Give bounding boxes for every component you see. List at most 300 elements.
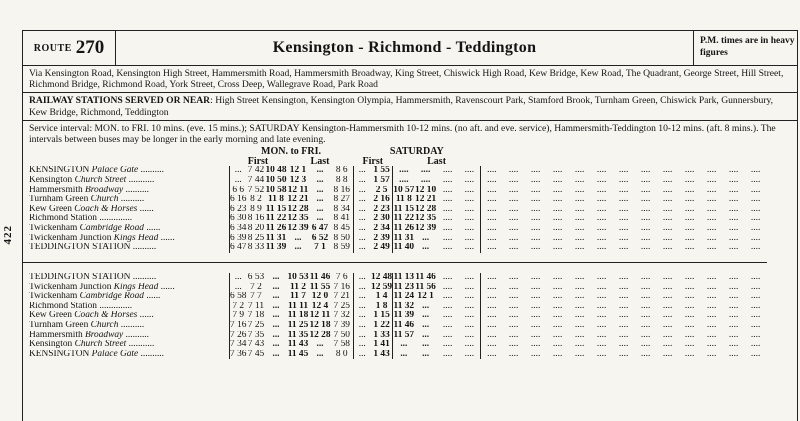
time-cell: .... bbox=[684, 185, 695, 195]
time-cell: .... bbox=[706, 214, 717, 224]
leader-dots: ...... bbox=[160, 233, 175, 243]
stop-label: TEDDINGTON STATION bbox=[29, 243, 131, 253]
time-cell: .... bbox=[530, 340, 541, 350]
time-cell: .... bbox=[530, 166, 541, 176]
time-cell: 11 22 bbox=[265, 214, 287, 224]
time-cell: .... bbox=[684, 311, 695, 321]
time-cell: .... bbox=[596, 223, 607, 233]
time-cell: 7 6 bbox=[335, 272, 348, 282]
stop-label: Twickenham bbox=[29, 223, 78, 233]
time-cell: .... bbox=[728, 272, 739, 282]
time-cell: 7 58 bbox=[333, 340, 350, 350]
time-cell: .... bbox=[508, 301, 519, 311]
time-cell: .... bbox=[574, 185, 585, 195]
table-row bbox=[23, 350, 767, 360]
time-cell: .... bbox=[464, 292, 475, 302]
pm-note: P.M. times are in heavy figures bbox=[693, 31, 797, 65]
time-cell: 8 50 bbox=[333, 233, 350, 243]
time-cell: .... bbox=[618, 243, 629, 253]
time-cell: .... bbox=[552, 282, 563, 292]
time-cell: .... bbox=[640, 223, 651, 233]
service-interval: Service interval: MON. to FRI. 10 mins. (eve. 15 mins.); SATURDAY Kensington-Hammersmith 10-12 mins. (no aft. and eve. service), Hammersmith-Teddington 10-12 mins. (aft. 8 mins.). The intervals between buses may be longer in the early morning and late evening. bbox=[29, 122, 776, 146]
blank-cell bbox=[591, 157, 613, 167]
time-cell: .... bbox=[442, 204, 453, 214]
time-cell: .... bbox=[706, 301, 717, 311]
time-cell: .... bbox=[684, 292, 695, 302]
time-cell: .... bbox=[481, 214, 503, 224]
blank-cell bbox=[481, 157, 503, 167]
time-cell: 11 11 bbox=[287, 301, 309, 311]
blank-cell bbox=[723, 157, 745, 167]
time-cell: .... bbox=[662, 166, 673, 176]
time-cell: .... bbox=[640, 214, 651, 224]
table-row bbox=[23, 302, 767, 312]
table-row bbox=[23, 243, 767, 253]
time-cell: 2 5 bbox=[375, 185, 388, 195]
stop-label: Richmond Station bbox=[29, 214, 97, 224]
time-cell: 8 6 bbox=[335, 166, 348, 176]
time-cell: ... bbox=[294, 243, 302, 253]
time-cell: .... bbox=[442, 272, 453, 282]
time-cell: .... bbox=[706, 243, 717, 253]
time-cell: .... bbox=[508, 292, 519, 302]
time-cell: 8 2 bbox=[250, 195, 262, 205]
time-cell: .... bbox=[574, 176, 585, 185]
time-cell: .... bbox=[728, 176, 739, 185]
time-cell: 11 56 bbox=[415, 282, 436, 292]
time-cell: .... bbox=[574, 292, 585, 302]
time-cell: .... bbox=[640, 320, 651, 330]
time-cell: .... bbox=[530, 204, 541, 214]
column-group-header bbox=[23, 147, 767, 157]
time-cell: 7 52 bbox=[247, 185, 265, 195]
time-cell: .... bbox=[508, 282, 519, 292]
time-cell: .... bbox=[574, 233, 585, 243]
time-cell: 11 2 bbox=[290, 282, 306, 292]
time-cell: .... bbox=[552, 292, 563, 302]
time-cell: .... bbox=[728, 320, 739, 330]
stop-sublabel: Palace Gate bbox=[91, 166, 139, 176]
time-cell: 7 11 bbox=[247, 301, 265, 311]
time-cell: 10 53 bbox=[287, 272, 309, 282]
time-cell: .... bbox=[684, 320, 695, 330]
blank-cell bbox=[657, 147, 679, 157]
stop-label: Hammersmith bbox=[29, 185, 83, 195]
time-cell: ... bbox=[422, 311, 430, 321]
time-cell: .... bbox=[442, 340, 453, 350]
time-cell: 7 44 bbox=[247, 176, 265, 185]
time-cell: .... bbox=[508, 272, 519, 282]
time-cell: .... bbox=[574, 349, 585, 359]
stop-label: KENSINGTON bbox=[29, 349, 90, 359]
time-cell: .... bbox=[684, 223, 695, 233]
time-cell: .... bbox=[618, 166, 629, 176]
time-cell: .... bbox=[640, 330, 651, 340]
divider-cell bbox=[23, 253, 767, 263]
stop-name bbox=[23, 350, 229, 360]
time-cell: .... bbox=[750, 185, 761, 195]
stop-label: Turnham Green bbox=[29, 320, 89, 330]
stop-name bbox=[23, 234, 229, 244]
time-cell: .... bbox=[618, 223, 629, 233]
stop-name bbox=[23, 166, 229, 176]
stop-sublabel: Cambridge Road bbox=[79, 223, 144, 233]
time-cell: .... bbox=[618, 185, 629, 195]
time-cell: .... bbox=[750, 176, 761, 185]
time-cell: 1 43 bbox=[373, 349, 390, 359]
divider-gap bbox=[23, 263, 767, 273]
time-cell: ... bbox=[353, 273, 371, 283]
time-cell: .... bbox=[508, 166, 519, 176]
stop-name bbox=[23, 302, 229, 312]
time-cell: .... bbox=[481, 283, 503, 293]
leader-dots: ...... bbox=[160, 282, 175, 292]
time-cell: 6 16 bbox=[230, 195, 247, 205]
time-cell: .... bbox=[481, 311, 503, 321]
time-cell: .... bbox=[728, 282, 739, 292]
time-cell: .... bbox=[481, 176, 503, 186]
time-cell: .... bbox=[574, 195, 585, 205]
time-cell: 8 45 bbox=[333, 223, 350, 233]
stop-name bbox=[23, 273, 229, 283]
time-cell: .... bbox=[481, 321, 503, 331]
time-cell: .... bbox=[706, 223, 717, 233]
time-cell: .... bbox=[684, 214, 695, 224]
stop-sublabel: Coach & Horses bbox=[74, 204, 138, 214]
time-cell: .... bbox=[706, 320, 717, 330]
leader-dots: .............. bbox=[99, 301, 133, 311]
blank-cell bbox=[679, 147, 701, 157]
time-cell: 8 20 bbox=[247, 223, 265, 233]
stop-label: Richmond Station bbox=[29, 301, 97, 311]
time-cell: .... bbox=[618, 320, 629, 330]
route-title: Kensington - Richmond - Teddington bbox=[272, 39, 537, 56]
time-cell: 2 39 bbox=[373, 233, 390, 243]
time-cell: .... bbox=[508, 204, 519, 214]
blank-cell bbox=[547, 157, 569, 167]
time-cell: ... bbox=[272, 292, 280, 302]
stop-label: Turnham Green bbox=[29, 195, 89, 205]
table-row bbox=[23, 205, 767, 215]
time-cell: .... bbox=[684, 340, 695, 350]
blank-cell bbox=[679, 157, 701, 167]
time-cell: 12 21 bbox=[415, 195, 437, 205]
leader-dots: .......... bbox=[120, 320, 145, 330]
time-cell: .... bbox=[596, 282, 607, 292]
stop-sublabel: Church bbox=[90, 195, 119, 205]
leader-dots: ........... bbox=[128, 340, 155, 350]
time-cell: .... bbox=[596, 311, 607, 321]
time-cell: .... bbox=[596, 233, 607, 243]
time-cell: .... bbox=[640, 166, 651, 176]
time-cell: 8 59 bbox=[333, 243, 350, 253]
time-cell: .... bbox=[728, 301, 739, 311]
time-cell: 1 41 bbox=[373, 340, 390, 350]
time-cell: .... bbox=[464, 195, 475, 205]
time-cell: 10 58 bbox=[265, 185, 287, 195]
time-cell: .... bbox=[662, 233, 673, 243]
stop-name bbox=[23, 176, 229, 186]
time-cell: .... bbox=[574, 214, 585, 224]
time-cell: 11 25 bbox=[287, 320, 309, 330]
time-cell: ... bbox=[393, 340, 415, 350]
time-cell: .... bbox=[464, 243, 475, 253]
time-cell: .... bbox=[552, 195, 563, 205]
time-cell: .... bbox=[706, 204, 717, 214]
time-cell: .... bbox=[508, 340, 519, 350]
time-cell: .... bbox=[750, 301, 761, 311]
time-cell: .... bbox=[481, 273, 503, 283]
time-cell: .... bbox=[442, 243, 453, 253]
stop-sublabel: Church Street bbox=[74, 176, 127, 185]
time-cell: .... bbox=[393, 176, 415, 186]
time-cell: .... bbox=[662, 204, 673, 214]
time-cell: 11 31 bbox=[265, 233, 287, 243]
time-cell: ... bbox=[422, 320, 430, 330]
time-cell: ... bbox=[353, 340, 371, 350]
time-cell: .... bbox=[750, 233, 761, 243]
time-cell: .... bbox=[508, 195, 519, 205]
time-cell: 11 46 bbox=[393, 320, 415, 330]
time-cell: .... bbox=[618, 176, 629, 185]
railway-label: RAILWAY STATIONS SERVED OR NEAR bbox=[29, 95, 211, 107]
blank-cell bbox=[503, 147, 525, 157]
time-cell: 12 28 bbox=[287, 204, 309, 214]
time-cell: 11 13 bbox=[393, 272, 415, 282]
time-cell: .... bbox=[464, 311, 475, 321]
stop-name bbox=[23, 331, 229, 341]
time-cell: 12 28 bbox=[309, 330, 331, 340]
time-cell: .... bbox=[750, 349, 761, 359]
table-row bbox=[23, 340, 767, 350]
blank-cell bbox=[503, 157, 525, 167]
time-cell: 10 50 bbox=[265, 176, 287, 185]
time-cell: 7 2 bbox=[229, 302, 247, 312]
time-cell: ... bbox=[353, 292, 371, 302]
time-cell: ... bbox=[422, 243, 430, 253]
time-cell: 7 50 bbox=[333, 330, 350, 340]
time-cell: ... bbox=[353, 234, 371, 244]
time-cell: .... bbox=[508, 311, 519, 321]
time-cell: .... bbox=[464, 301, 475, 311]
blank-cell bbox=[569, 147, 591, 157]
time-cell: 7 39 bbox=[333, 320, 350, 330]
time-cell: .... bbox=[706, 330, 717, 340]
time-cell: ... bbox=[229, 176, 247, 186]
time-cell: ... bbox=[422, 301, 430, 311]
time-cell: 12 4 bbox=[311, 301, 329, 311]
route-box bbox=[23, 31, 116, 65]
via-text: Via Kensington Road, Kensington High Street, Hammersmith Road, Hammersmith Broadway, King Street, Chiswick High Road, Kew Bridge, Kew Road, The Quadrant, George Street, Hill Street, Richmond Bridge, Richmond Road, York Street, Cross Deep, Wallegrave Road, Park Road bbox=[23, 66, 797, 93]
time-cell: ... bbox=[353, 176, 371, 186]
time-cell: ... bbox=[229, 283, 247, 293]
time-cell: ... bbox=[422, 340, 430, 350]
time-cell: .... bbox=[481, 205, 503, 215]
table-row bbox=[23, 311, 767, 321]
time-cell: 11 26 bbox=[265, 223, 287, 233]
time-cell: .... bbox=[750, 282, 761, 292]
time-cell: 8 9 bbox=[250, 204, 262, 214]
time-cell: .... bbox=[728, 349, 739, 359]
time-cell: .... bbox=[442, 233, 453, 243]
blank-cell bbox=[591, 147, 613, 157]
blank-cell bbox=[23, 157, 229, 167]
leader-dots: ........... bbox=[128, 176, 155, 185]
time-cell: 8 0 bbox=[335, 349, 348, 359]
timetable-table bbox=[23, 147, 767, 359]
time-cell: 12 35 bbox=[415, 214, 437, 224]
time-cell: ... bbox=[272, 349, 280, 359]
time-cell: 7 1 bbox=[314, 243, 326, 253]
time-cell: 12 11 bbox=[287, 185, 309, 195]
time-cell: .... bbox=[750, 214, 761, 224]
time-cell: .... bbox=[508, 185, 519, 195]
route-number: 270 bbox=[75, 37, 105, 58]
time-cell: .... bbox=[552, 311, 563, 321]
time-cell: .... bbox=[481, 340, 503, 350]
time-cell: 6 39 bbox=[230, 233, 247, 243]
time-cell: .... bbox=[574, 243, 585, 253]
time-cell: .... bbox=[552, 185, 563, 195]
time-cell: .... bbox=[750, 223, 761, 233]
time-cell: .... bbox=[640, 204, 651, 214]
time-cell: ... bbox=[353, 166, 371, 176]
time-cell: .... bbox=[662, 292, 673, 302]
time-cell: .... bbox=[530, 176, 541, 185]
time-cell: .... bbox=[640, 195, 651, 205]
time-cell: .... bbox=[481, 243, 503, 253]
time-cell: .... bbox=[750, 292, 761, 302]
saturday-heading: SATURDAY bbox=[389, 147, 444, 157]
table-row bbox=[23, 195, 767, 205]
time-cell: 11 46 bbox=[415, 272, 436, 282]
blank-cell bbox=[635, 147, 657, 157]
time-cell: .... bbox=[530, 185, 541, 195]
time-cell: 11 32 bbox=[393, 301, 415, 311]
time-cell: .... bbox=[618, 292, 629, 302]
time-cell: .... bbox=[552, 176, 563, 185]
time-cell: ... bbox=[353, 321, 371, 331]
time-cell: .... bbox=[574, 223, 585, 233]
monfri-first-label: First bbox=[247, 156, 269, 167]
table-row bbox=[23, 214, 767, 224]
time-cell: .... bbox=[706, 195, 717, 205]
time-cell: 7 26 bbox=[230, 330, 247, 340]
time-cell: .... bbox=[530, 349, 541, 359]
time-cell: ... bbox=[294, 233, 302, 243]
time-cell: 6 30 bbox=[230, 214, 247, 224]
time-cell: .... bbox=[481, 166, 503, 176]
time-cell: .... bbox=[508, 349, 519, 359]
time-cell: .... bbox=[481, 186, 503, 196]
time-cell: ... bbox=[316, 176, 324, 185]
table-row bbox=[23, 283, 767, 293]
time-cell: .... bbox=[596, 320, 607, 330]
time-cell: .... bbox=[640, 301, 651, 311]
time-cell: 11 45 bbox=[287, 349, 309, 359]
time-cell: .... bbox=[552, 243, 563, 253]
blank-cell bbox=[613, 157, 635, 167]
time-cell: 11 39 bbox=[393, 311, 415, 321]
time-cell: .... bbox=[464, 233, 475, 243]
time-cell: 6 53 bbox=[247, 272, 265, 282]
time-cell: .... bbox=[728, 166, 739, 176]
stop-sublabel: Church bbox=[90, 320, 119, 330]
time-cell: .... bbox=[420, 166, 431, 176]
time-cell: .... bbox=[618, 272, 629, 282]
time-cell: 1 22 bbox=[373, 320, 390, 330]
time-cell: ... bbox=[353, 243, 371, 253]
time-cell: .... bbox=[508, 330, 519, 340]
stop-name bbox=[23, 283, 229, 293]
time-cell: 1 8 bbox=[375, 301, 388, 311]
time-cell: 1 57 bbox=[373, 176, 390, 185]
time-cell: .... bbox=[684, 233, 695, 243]
time-cell: .... bbox=[750, 320, 761, 330]
time-cell: 8 25 bbox=[247, 233, 265, 243]
page-number: 422 bbox=[2, 225, 14, 245]
stop-sublabel: Broadway bbox=[84, 185, 124, 195]
time-cell: .... bbox=[662, 340, 673, 350]
time-cell: 7 16 bbox=[230, 320, 247, 330]
time-cell: .... bbox=[684, 272, 695, 282]
time-cell: 12 59 bbox=[371, 282, 393, 292]
time-cell: .... bbox=[684, 204, 695, 214]
time-cell: .... bbox=[728, 185, 739, 195]
time-cell: .... bbox=[728, 223, 739, 233]
time-cell: ... bbox=[353, 283, 371, 293]
time-cell: .... bbox=[596, 185, 607, 195]
time-cell: .... bbox=[706, 282, 717, 292]
stop-sublabel: Cambridge Road bbox=[79, 292, 144, 302]
stop-label: Twickenham bbox=[29, 292, 78, 302]
time-cell: .... bbox=[464, 185, 475, 195]
time-cell: 11 23 bbox=[393, 282, 415, 292]
time-cell: .... bbox=[662, 330, 673, 340]
time-cell: .... bbox=[596, 214, 607, 224]
time-cell: .... bbox=[618, 282, 629, 292]
time-cell: 7 21 bbox=[333, 292, 350, 302]
time-cell: 12 3 bbox=[289, 176, 307, 185]
time-cell: .... bbox=[464, 330, 475, 340]
time-cell: .... bbox=[481, 302, 503, 312]
table-row bbox=[23, 166, 767, 176]
time-cell: .... bbox=[684, 349, 695, 359]
time-cell: .... bbox=[508, 243, 519, 253]
time-cell: .... bbox=[442, 301, 453, 311]
stop-label: Kensington bbox=[29, 176, 73, 185]
time-cell: ... bbox=[353, 195, 371, 205]
stop-name bbox=[23, 340, 229, 350]
time-cell: .... bbox=[618, 214, 629, 224]
time-cell: .... bbox=[706, 340, 717, 350]
time-cell: .... bbox=[552, 340, 563, 350]
time-cell: .... bbox=[684, 301, 695, 311]
time-cell: .... bbox=[552, 349, 563, 359]
gap-cell bbox=[23, 263, 767, 273]
time-cell: .... bbox=[618, 330, 629, 340]
time-cell: 8 27 bbox=[333, 195, 350, 205]
time-cell: .... bbox=[750, 330, 761, 340]
time-cell: .... bbox=[618, 311, 629, 321]
time-cell: .... bbox=[596, 204, 607, 214]
time-cell: .... bbox=[442, 185, 453, 195]
blank-cell bbox=[635, 157, 657, 167]
time-cell: ... bbox=[316, 166, 324, 176]
time-cell: 11 39 bbox=[265, 243, 287, 253]
time-cell: 7 36 bbox=[230, 349, 247, 359]
leader-dots: .......... bbox=[120, 195, 145, 205]
